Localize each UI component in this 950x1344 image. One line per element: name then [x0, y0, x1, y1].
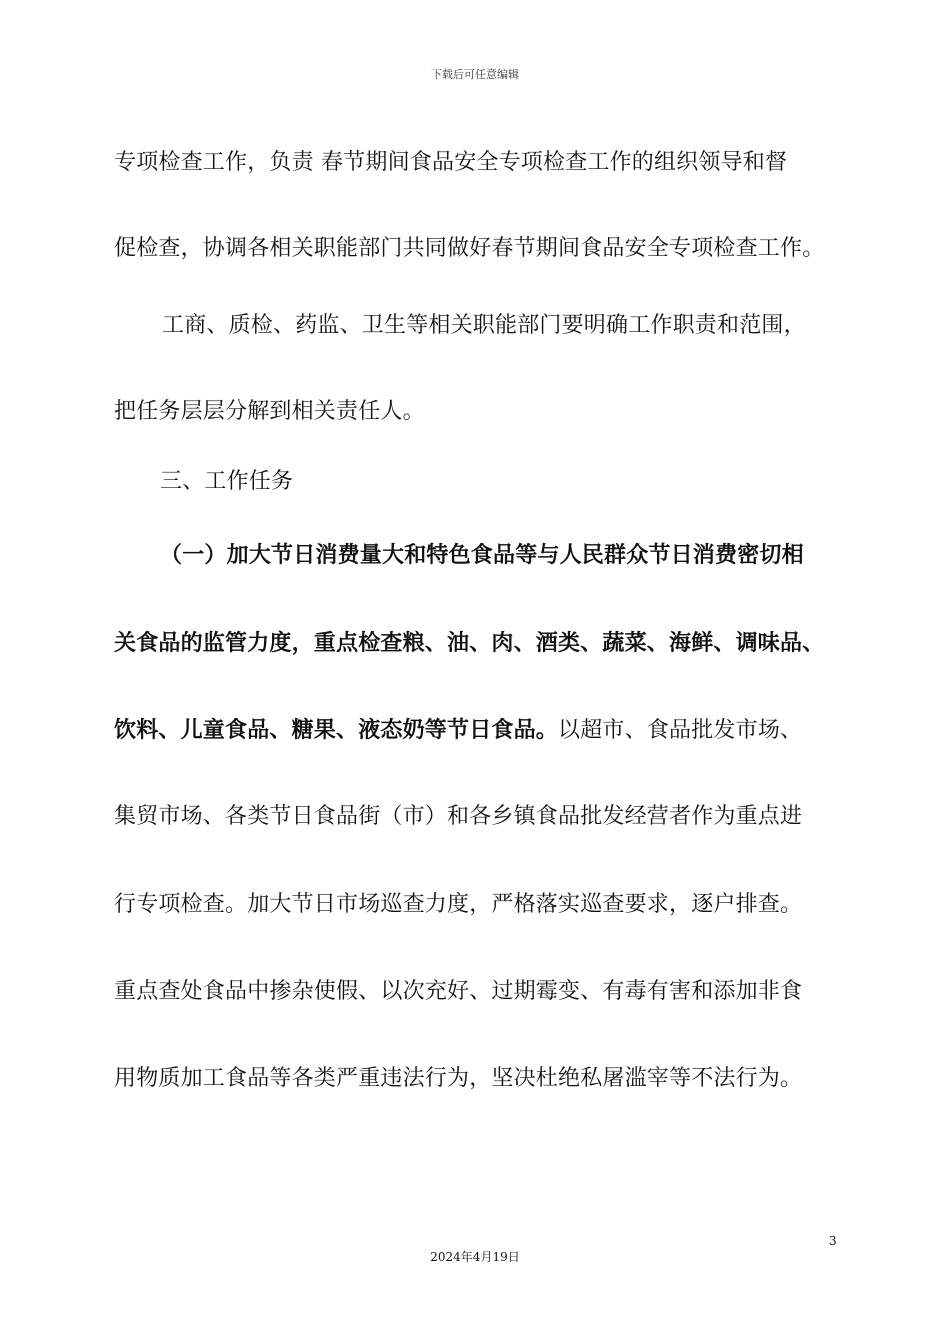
body-line-5: 以超市、食品批发市场、 [558, 718, 803, 743]
bold-line-1: （一）加大节日消费量大和特色食品等与人民群众节日消费密切相 [160, 543, 804, 568]
footer-date: 2024年4月19日 [430, 1250, 520, 1264]
body-line-6: 集贸市场、各类节日食品街（市）和各乡镇食品批发经营者作为重点进 [114, 804, 803, 829]
section-heading: 三、工作任务 [160, 469, 294, 494]
body-line-1: 专项检查工作，负责 春节期间食品安全专项检查工作的组织领导和督 [114, 150, 788, 175]
page-header: 下载后可任意编辑 [431, 68, 519, 81]
mixed-line [114, 716, 802, 746]
body-line-7: 行专项检查。加大节日市场巡查力度，严格落实巡查要求，逐户排查。 [114, 892, 803, 917]
bold-line-3: 饮料、儿童食品、糖果、液态奶等节日食品。 [114, 718, 559, 743]
body-line-4: 把任务层层分解到相关责任人。 [114, 399, 425, 424]
page-number: 3 [829, 1234, 837, 1248]
body-line-2: 促检查，协调各相关职能部门共同做好春节期间食品安全专项检查工作。 [114, 236, 825, 261]
bold-line-2: 关食品的监管力度，重点检查粮、油、肉、酒类、蔬菜、海鲜、调味品、 [114, 631, 825, 656]
body-line-3: 工商、质检、药监、卫生等相关职能部门要明确工作职责和范围， [162, 313, 806, 338]
body-line-9: 用物质加工食品等各类严重违法行为，坚决杜绝私屠滥宰等不法行为。 [114, 1066, 803, 1091]
body-line-8: 重点查处食品中掺杂使假、以次充好、过期霉变、有毒有害和添加非食 [114, 979, 803, 1004]
